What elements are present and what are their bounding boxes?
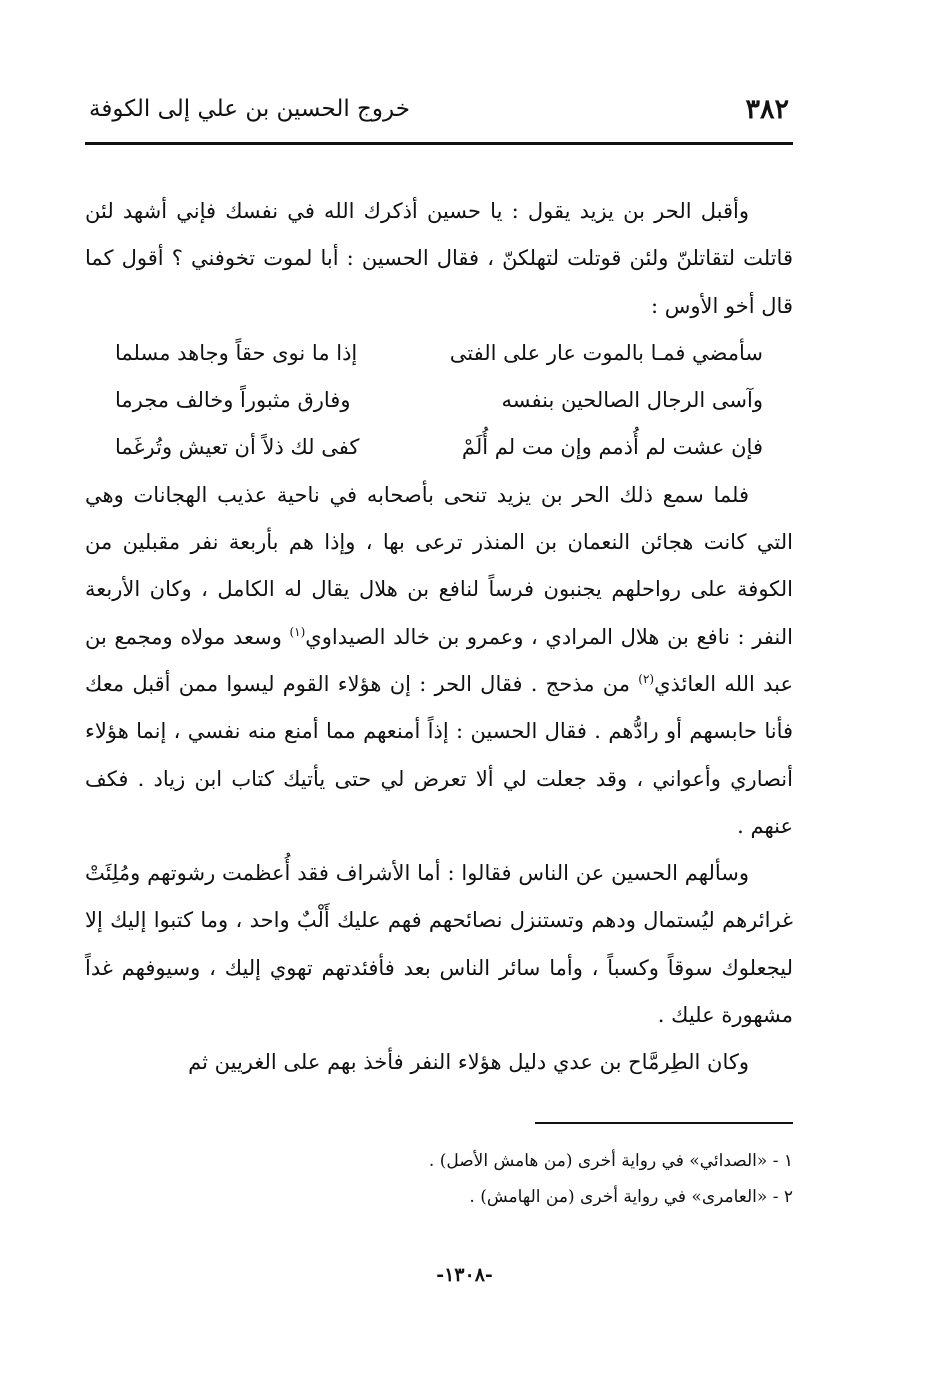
poem-verse-2 bbox=[85, 377, 793, 424]
poem bbox=[85, 330, 793, 472]
verse-2-first-hemistich: وآسى الرجال الصالحين بنفسه bbox=[501, 388, 763, 413]
footnote-rule bbox=[535, 1122, 793, 1124]
page-header bbox=[85, 92, 793, 138]
footnotes bbox=[85, 1143, 793, 1215]
footnote-ref-1: (١) bbox=[289, 624, 306, 639]
verse-3-second-hemistich: كفى لك ذلاً أن تعيش وتُرغَما bbox=[115, 435, 360, 460]
running-title: خروج الحسين بن علي إلى الكوفة bbox=[89, 96, 410, 122]
paragraph-2-part-a: فلما سمع ذلك الحر بن يزيد تنحى بأصحابه في ناحية عذيب الهجانات وهي التي كانت هجائن النعمان بن المنذر ترعى بها ، وإذا هم بأربعة نفر مقبلين من الكوفة على رواحلهم يجنبون فرساً لنافع بن هلال يقال له الكامل ، وكان الأربعة النفر : نافع بن هلال المرادي ، وعمرو بن خالد الصيداوي bbox=[85, 482, 793, 649]
paragraph-2 bbox=[85, 472, 793, 850]
verse-2-second-hemistich: وفارق مثبوراً وخالف مجرما bbox=[115, 388, 351, 413]
paragraph-3: وسألهم الحسين عن الناس فقالوا : أما الأشراف فقد أُعظمت رشوتهم ومُلِئَتْ غرائرهم ليُستمال ودهم وتستنزل نصائحهم فهم عليك أَلْبٌ واحد ، وما كتبوا إليك إلا ليجعلوك سوقاً وكسباً ، وأما سائر الناس بعد فأفئدتهم تهوي إليك ، وسيوفهم غداً مشهورة عليك . bbox=[85, 861, 793, 1028]
page-number: ٣٨٢ bbox=[745, 94, 789, 125]
footnote-ref-2: (٢) bbox=[638, 671, 655, 686]
poem-verse-1 bbox=[85, 330, 793, 377]
verse-3-first-hemistich: فإن عشت لم أُذمم وإن مت لم أُلَمْ bbox=[461, 435, 763, 460]
paragraph-2-part-b: وسعد مولاه ومجمع بن عبد الله العائذي bbox=[85, 624, 793, 696]
footnote-2: ٢ - «العامرى» في رواية أخرى (من الهامش) . bbox=[469, 1187, 793, 1207]
header-rule bbox=[85, 142, 793, 145]
paragraph-4: وكان الطِرمَّاح بن عدي دليل هؤلاء النفر فأخذ بهم على الغريين ثم bbox=[188, 1050, 749, 1075]
verse-1-first-hemistich: سأمضي فمـا بالموت عار على الفتى bbox=[449, 340, 763, 365]
paragraph-1: وأقبل الحر بن يزيد يقول : يا حسين أذكرك الله في نفسك فإني أشهد لئن قاتلت لتقاتلنّ ولئن قوتلت لتهلكنّ ، فقال الحسين : أبا لموت تخوفني ؟ أقول كما قال أخو الأوس : bbox=[85, 199, 793, 318]
footnote-1: ١ - «الصدائي» في رواية أخرى (من هامش الأصل) . bbox=[428, 1151, 793, 1171]
poem-verse-3 bbox=[85, 424, 793, 471]
verse-1-second-hemistich: إذا ما نوى حقاً وجاهد مسلما bbox=[115, 340, 358, 365]
main-text bbox=[85, 188, 793, 1087]
paragraph-2-part-c: من مذحج . فقال الحر : إن هؤلاء القوم ليسوا ممن أقبل معك فأنا حابسهم أو رادُّهم . فقال الحسين : إذاً أمنعهم مما أمنع منه نفسي ، إنما هؤلاء أنصاري وأعواني ، وقد جعلت لي ألا تعرض لي حتى يأتيك كتاب ابن زياد . فكف عنهم . bbox=[85, 671, 793, 838]
folio-number: -١٣٠٨- bbox=[436, 1264, 493, 1286]
